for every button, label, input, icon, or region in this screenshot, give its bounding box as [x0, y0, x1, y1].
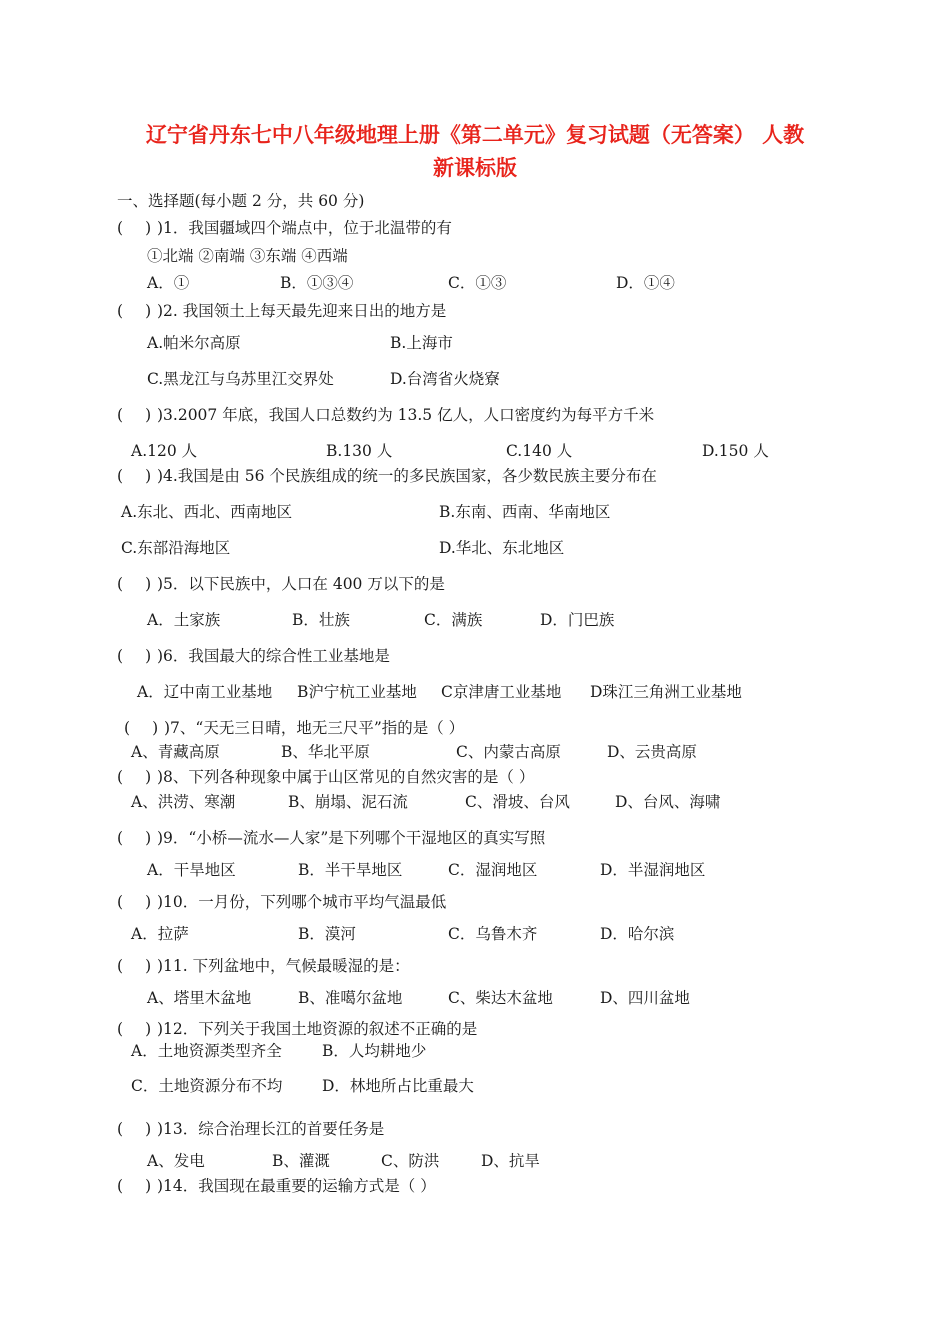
- question-13-option-b: B、灌溉: [272, 1152, 330, 1170]
- question-8-option-d: D、台风、海啸: [615, 793, 721, 811]
- question-1-items: ①北端 ②南端 ③东端 ④西端: [147, 247, 348, 265]
- answer-blank[interactable]: [117, 301, 157, 321]
- question-2-option-c: C.黑龙江与乌苏里江交界处: [147, 370, 334, 388]
- answer-blank[interactable]: [117, 218, 157, 238]
- question-6-option-b: B沪宁杭工业基地: [297, 683, 417, 701]
- answer-blank[interactable]: [117, 828, 157, 848]
- question-1-option-b: B．①③④: [280, 274, 354, 292]
- question-13-option-a: A、发电: [147, 1152, 205, 1170]
- question-9-stem: ( ))9．“小桥—流水—人家”是下列哪个干湿地区的真实写照: [117, 828, 545, 848]
- answer-blank[interactable]: [117, 574, 157, 594]
- question-2-option-b: B.上海市: [390, 334, 453, 352]
- question-4-stem: ( ))4.我国是由 56 个民族组成的统一的多民族国家，各少数民族主要分布在: [117, 466, 657, 486]
- question-1-option-a: A．①: [147, 274, 190, 292]
- question-4-option-c: C.东部沿海地区: [121, 539, 231, 557]
- question-3-option-d: D.150 人: [702, 442, 769, 460]
- question-8-option-c: C、滑坡、台风: [465, 793, 570, 811]
- question-2-option-a: A.帕米尔高原: [147, 334, 241, 352]
- question-3-option-a: A.120 人: [131, 442, 198, 460]
- answer-blank[interactable]: [117, 767, 157, 787]
- question-8-stem: ( ))8、下列各种现象中属于山区常见的自然灾害的是（ ）: [117, 767, 534, 787]
- answer-blank[interactable]: [117, 405, 157, 425]
- question-11-option-c: C、柴达木盆地: [448, 989, 553, 1007]
- answer-blank[interactable]: [117, 1019, 157, 1039]
- answer-blank[interactable]: [117, 646, 157, 666]
- question-2-stem: ( ))2. 我国领土上每天最先迎来日出的地方是: [117, 301, 446, 321]
- question-13-option-d: D、抗旱: [481, 1152, 540, 1170]
- answer-blank[interactable]: [117, 1119, 157, 1139]
- question-1-option-c: C．①③: [448, 274, 507, 292]
- question-9-option-b: B．半干旱地区: [298, 861, 403, 879]
- question-12-option-d: D．林地所占比重最大: [322, 1077, 474, 1095]
- question-4-option-a: A.东北、西北、西南地区: [121, 503, 293, 521]
- question-5-option-d: D．门巴族: [540, 611, 615, 629]
- question-10-stem: ( ))10．一月份，下列哪个城市平均气温最低: [117, 892, 446, 912]
- question-6-option-a: A．辽中南工业基地: [137, 683, 273, 701]
- question-9-option-a: A．干旱地区: [147, 861, 236, 879]
- question-5-option-a: A．土家族: [147, 611, 221, 629]
- question-5-option-b: B．壮族: [292, 611, 350, 629]
- question-4-option-d: D.华北、东北地区: [439, 539, 565, 557]
- question-3-option-b: B.130 人: [326, 442, 393, 460]
- answer-blank[interactable]: [117, 892, 157, 912]
- question-7-option-a: A、青藏高原: [131, 743, 220, 761]
- question-7-option-d: D、云贵高原: [607, 743, 697, 761]
- question-13-stem: ( ))13．综合治理长江的首要任务是: [117, 1119, 384, 1139]
- question-6-option-d: D珠江三角洲工业基地: [590, 683, 742, 701]
- answer-blank[interactable]: [117, 1176, 157, 1196]
- question-5-stem: ( ))5．以下民族中，人口在 400 万以下的是: [117, 574, 445, 594]
- question-7-option-b: B、华北平原: [281, 743, 370, 761]
- question-12-option-c: C．土地资源分布不均: [131, 1077, 283, 1095]
- question-11-stem: ( ))11. 下列盆地中，气候最暖湿的是：: [117, 956, 410, 976]
- answer-blank[interactable]: [124, 718, 164, 738]
- question-12-stem: ( ))12．下列关于我国土地资源的叙述不正确的是: [117, 1019, 477, 1039]
- question-10-option-d: D．哈尔滨: [600, 925, 675, 943]
- question-1-option-d: D．①④: [616, 274, 675, 292]
- question-8-option-b: B、崩塌、泥石流: [288, 793, 408, 811]
- question-7-stem: ( ))7、“天无三日晴，地无三尺平”指的是（ ）: [124, 718, 464, 738]
- question-6-option-c: C京津唐工业基地: [441, 683, 562, 701]
- question-10-option-b: B．漠河: [298, 925, 356, 943]
- question-9-option-c: C．湿润地区: [448, 861, 538, 879]
- question-12-option-b: B．人均耕地少: [322, 1042, 427, 1060]
- question-12-option-a: A．土地资源类型齐全: [131, 1042, 282, 1060]
- question-10-option-c: C．乌鲁木齐: [448, 925, 538, 943]
- question-11-option-b: B、准噶尔盆地: [298, 989, 403, 1007]
- question-5-option-c: C．满族: [424, 611, 483, 629]
- question-4-option-b: B.东南、西南、华南地区: [439, 503, 611, 521]
- document-title-line2: 新课标版: [433, 156, 517, 180]
- question-3-stem: ( ))3.2007 年底，我国人口总数约为 13.5 亿人，人口密度约为每平方千米: [117, 405, 654, 425]
- answer-blank[interactable]: [117, 956, 157, 976]
- question-14-stem: ( ))14．我国现在最重要的运输方式是（ ）: [117, 1176, 436, 1196]
- question-11-option-d: D、四川盆地: [600, 989, 690, 1007]
- question-10-option-a: A．拉萨: [131, 925, 189, 943]
- question-3-option-c: C.140 人: [506, 442, 573, 460]
- question-11-option-a: A、塔里木盆地: [147, 989, 252, 1007]
- question-2-option-d: D.台湾省火烧寮: [390, 370, 500, 388]
- question-8-option-a: A、洪涝、寒潮: [131, 793, 236, 811]
- question-7-option-c: C、内蒙古高原: [456, 743, 561, 761]
- section-header: 一、选择题(每小题 2 分，共 60 分): [117, 192, 365, 210]
- document-title-line1: 辽宁省丹东七中八年级地理上册《第二单元》复习试题（无答案） 人教: [145, 123, 805, 147]
- question-13-option-c: C、防洪: [381, 1152, 440, 1170]
- question-1-stem: ( ))1．我国疆域四个端点中，位于北温带的有: [117, 218, 452, 238]
- question-9-option-d: D．半湿润地区: [600, 861, 706, 879]
- question-6-stem: ( ))6．我国最大的综合性工业基地是: [117, 646, 390, 666]
- answer-blank[interactable]: [117, 466, 157, 486]
